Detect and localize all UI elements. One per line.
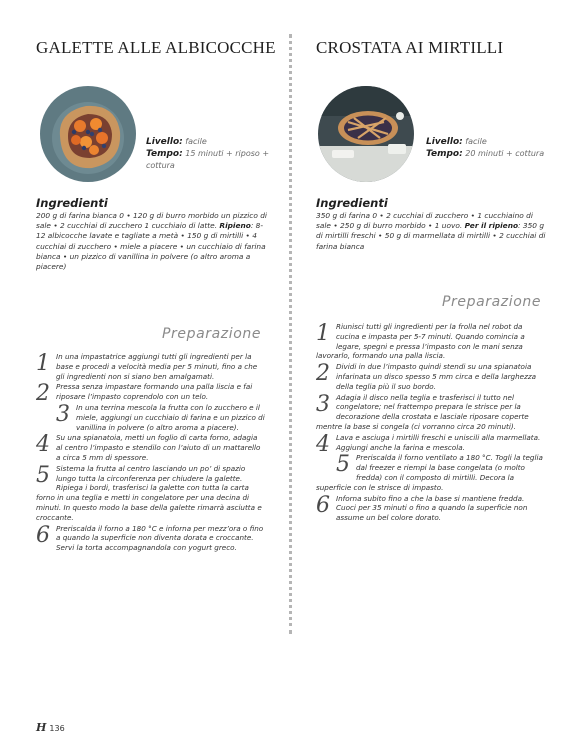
step-text: Adagia il disco nella teglia e trasferisci il tutto nel congelatore; nel frattempo prepara le strisce per la decorazione della crostata e lasciale riposare coperte mentre la base si congela (ci vorranno circa 20 minuti). <box>316 392 529 431</box>
recipe-meta <box>146 136 270 172</box>
step-text: Su una spianatoia, metti un foglio di carta forno, adagia al centro l’impasto e stendilo con l’aiuto di un mattarello a circa 5 mm di spessore. <box>56 433 261 462</box>
step <box>316 322 546 361</box>
step <box>36 381 266 407</box>
step-text: Sistema la frutta al centro lasciando un po’ di spazio lungo tutta la circonferenza per chiudere la galette. Ripiega i bordi, trasferisci la galette con tutta la carta forno in una teglia e metti in congelatore per una decina di minuti. In questo modo la base della galette rimarrà asciutta e croccante. <box>36 463 262 522</box>
ingredients-filling: : 350 g di mirtilli freschi • 50 g di marmellata di mirtilli • 2 cucchiai di farina bianca <box>316 221 546 251</box>
step-text: Inforna subito fino a che la base si mantiene fredda. Cuoci per 35 minuti o fino a quando la superficie non assume un bel colore dorato. <box>336 493 528 523</box>
step <box>316 362 546 391</box>
step-number: 4 <box>36 432 50 458</box>
recipe-meta <box>426 136 550 160</box>
step-number: 6 <box>36 522 50 548</box>
step-number: 3 <box>316 391 330 417</box>
step-number: 2 <box>36 381 50 407</box>
ingredients-title: Ingredienti <box>316 196 388 210</box>
step <box>316 494 546 523</box>
step-text: Riunisci tutti gli ingredienti per la frolla nel robot da cucina e impasta per 5-7 minuti. Quando comincia a legare, spegni e pressa l’impasto con le mani senza lavorarlo, formando una palla liscia. <box>316 322 525 361</box>
step-text: Dividi in due l’impasto quindi stendi su una spianatoia infarinata un disco spesso 5 mm circa e della larghezza della teglia più il suo bordo. <box>336 362 537 391</box>
ingredients-text <box>316 211 550 252</box>
galette-image <box>40 86 136 182</box>
level-label: Livello: <box>426 137 463 147</box>
step-text: Lava e asciuga i mirtilli freschi e uniscili alla marmellata. Aggiungi anche la farina e mescola. <box>336 432 541 452</box>
ingredients-base: 350 g di farina 0 • 2 cucchiai di zucchero • 1 cucchiaino di sale • 250 g di burro morbido • 1 uovo. <box>316 211 533 231</box>
step-text: In una terrina mescola la frutta con lo zucchero e il miele, aggiungi un cucchiaio di farina e un pizzico di vanillina in polvere (o altro aroma a piacere). <box>76 402 265 432</box>
time-label: Tempo: <box>426 149 463 159</box>
level-label: Livello: <box>146 137 183 147</box>
step <box>36 403 266 432</box>
step <box>36 524 266 553</box>
step-text: In una impastatrice aggiungi tutti gli ingredienti per la base e procedi a velocità media per 5 minuti, fino a che gli ingredienti non si siano ben amalgamati. <box>56 352 258 381</box>
level-value: facile <box>185 137 207 146</box>
step <box>36 464 266 523</box>
preparation-title: Preparazione <box>162 326 262 342</box>
crostata-photo <box>318 86 414 182</box>
column-divider <box>289 34 292 634</box>
step-text: Pressa senza impastare formando una palla liscia e fai riposare l’impasto coprendolo con un telo. <box>56 382 253 402</box>
step <box>36 352 266 381</box>
step <box>316 393 546 432</box>
step-number: 5 <box>336 452 350 478</box>
level-value: facile <box>465 137 487 146</box>
time-value: 15 minuti + riposo + cottura <box>146 149 270 170</box>
magazine-logo: H <box>36 721 47 734</box>
step-number: 2 <box>316 361 330 387</box>
step-number: 5 <box>36 462 50 488</box>
crostata-image <box>318 86 414 182</box>
step-number: 6 <box>316 492 330 518</box>
step-text: Preriscalda il forno ventilato a 180 °C. Togli la teglia dal freezer e riempi la base congelata (o molto fredda) con il composto di mirtilli. Decora la superficie con le strisce di impasto. <box>316 453 543 492</box>
preparation-title: Preparazione <box>442 294 542 310</box>
ingredients-title: Ingredienti <box>36 196 108 210</box>
ingredients-text <box>36 211 270 272</box>
step-text: Preriscalda il forno a 180 °C e inforna per mezz’ora o fino a quando la superficie non diventa dorata e croccante. Servi la torta accompagnandola con yogurt greco. <box>56 523 264 553</box>
galette-photo <box>40 86 136 182</box>
step-number: 4 <box>316 431 330 457</box>
steps-list <box>36 352 266 554</box>
recipe-title: CROSTATA AI MIRTILLI <box>316 38 504 57</box>
step-number: 1 <box>316 321 330 346</box>
time-label: Tempo: <box>146 149 183 159</box>
page-number: 136 <box>49 724 65 733</box>
steps-list <box>316 322 546 524</box>
filling-label: Per il ripieno <box>464 221 519 231</box>
ingredients-base: 200 g di farina bianca 0 • 120 g di burro morbido un pizzico di sale • 2 cucchiai di zucchero 1 cucchiaio di latte. <box>36 211 267 231</box>
step <box>316 453 546 492</box>
time-value: 20 minuti + cottura <box>465 149 545 158</box>
step <box>316 431 546 457</box>
filling-label: Ripieno <box>219 221 251 231</box>
step-number: 1 <box>36 351 50 376</box>
page-footer <box>36 721 65 734</box>
recipe-title: GALETTE ALLE ALBICOCCHE <box>36 38 276 57</box>
ingredients-filling: : 8-12 albicocche lavate e tagliate a metà • 150 g di mirtilli • 4 cucchiai di zucchero • miele a piacere • un cucchiaio di farina bianca • un pizzico di vanillina in polvere (o altro aroma a piacere) <box>36 221 266 272</box>
step-number: 3 <box>56 401 70 427</box>
step <box>36 433 266 462</box>
